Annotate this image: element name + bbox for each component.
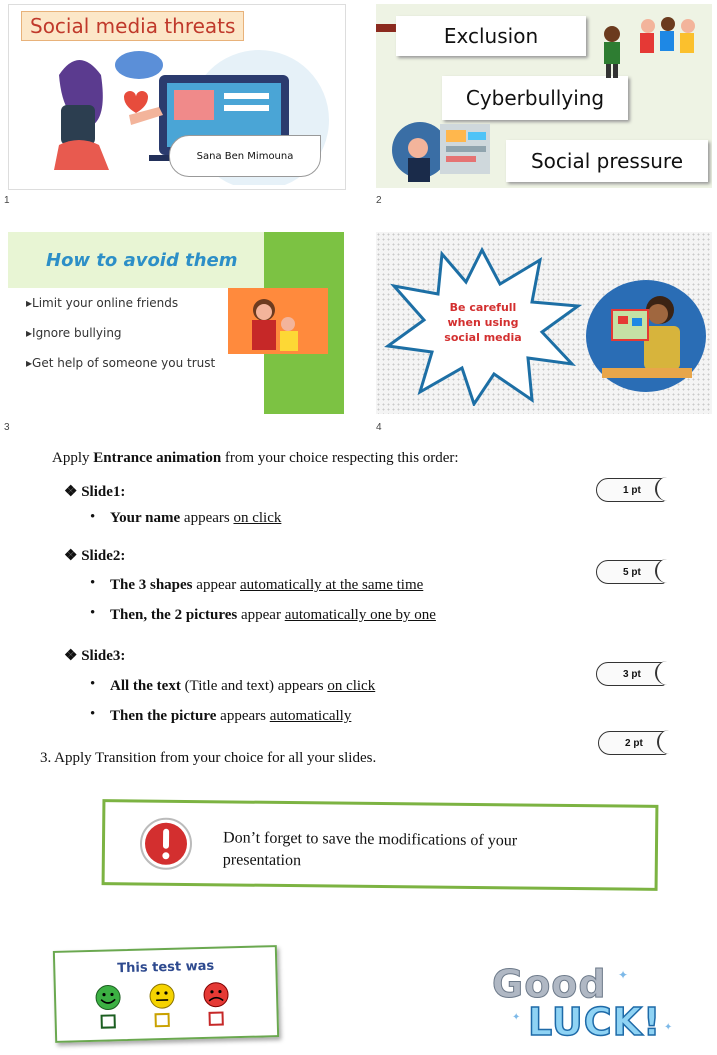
slide3-points-badge: 3 pt (596, 662, 666, 686)
slide1-points-badge: 1 pt (596, 478, 666, 502)
sparkle-icon: ✦ (618, 968, 629, 982)
slide-1-thumbnail[interactable] (8, 4, 346, 190)
sparkle-icon: ✦ (512, 1012, 521, 1023)
shape-social-pressure: Social pressure (506, 140, 708, 182)
diamond-bullet-icon: ❖ (64, 648, 82, 664)
slide-3-number: 3 (4, 422, 10, 433)
avoid-item-2: ▸Ignore bullying (26, 326, 122, 340)
slide1-heading: ❖ Slide1: (64, 484, 126, 500)
slide2-heading: ❖ Slide2: (64, 548, 126, 564)
social-pressure-picture (390, 114, 500, 188)
save-reminder-text: Don’t forget to save the modifications of your presentation (222, 829, 518, 870)
transition-points-badge: 2 pt (598, 731, 668, 755)
slide2-points-badge: 5 pt (596, 560, 666, 584)
bullet-dot-icon: • (90, 605, 96, 621)
boy-with-tablet-picture (582, 276, 708, 394)
slide-3-thumbnail[interactable] (8, 232, 344, 414)
feedback-card (53, 945, 279, 1043)
slide3-heading: ❖ Slide3: (64, 648, 126, 664)
feedback-faces (86, 980, 257, 1034)
warning-icon (139, 816, 194, 871)
sparkle-icon: ✦ (664, 1022, 673, 1033)
slide-4-number: 4 (376, 422, 382, 433)
burst-line-3: social media (444, 331, 522, 344)
slide-2-accent-bar (376, 24, 396, 32)
slide-4-thumbnail[interactable] (376, 232, 712, 414)
slide2-item-2: Then, the 2 pictures appear automatically one by one (110, 607, 436, 623)
diamond-bullet-icon: ❖ (64, 484, 82, 500)
luck-word: LUCK! (528, 1000, 662, 1044)
burst-line-1: Be carefull (449, 301, 517, 314)
good-word: Good (492, 962, 607, 1006)
instructions-intro: Apply Entrance animation from your choice respecting this order: (52, 450, 459, 466)
save-reminder-box (102, 799, 659, 891)
burst-line-2: when using (447, 316, 519, 329)
author-name: Sana Ben Mimouna (196, 150, 294, 162)
slide1-item-1: Your name appears on click (110, 510, 282, 526)
feedback-title: This test was (117, 958, 215, 977)
shape-cyberbullying: Cyberbullying (442, 76, 628, 120)
sad-face-icon[interactable] (204, 982, 229, 1025)
slide-2-number: 2 (376, 195, 382, 206)
good-luck-graphic (488, 962, 688, 1052)
exclusion-children-picture (598, 12, 706, 82)
slide-1-author-box (169, 135, 321, 177)
bullet-dot-icon: • (90, 676, 96, 692)
bullet-dot-icon: • (90, 509, 96, 525)
neutral-face-icon[interactable] (150, 984, 175, 1027)
transition-instruction: 3. Apply Transition from your choice for all your slides. (40, 750, 377, 766)
slide3-item-1: All the text (Title and text) appears on click (110, 678, 376, 694)
slide-2-thumbnail[interactable] (376, 4, 712, 188)
avoid-item-1: ▸Limit your online friends (26, 296, 179, 310)
help-picture (228, 288, 328, 354)
avoid-item-3: ▸Get help of someone you trust (26, 356, 216, 370)
shape-exclusion: Exclusion (396, 16, 586, 56)
bullet-dot-icon: • (90, 575, 96, 591)
happy-face-icon[interactable] (96, 985, 121, 1028)
slide-1-title: Social media threats (21, 11, 244, 41)
burst-text (428, 300, 538, 345)
slide-1-number: 1 (4, 195, 10, 206)
slide-3-title: How to avoid them (46, 250, 238, 271)
diamond-bullet-icon: ❖ (64, 548, 82, 564)
slide2-item-1: The 3 shapes appear automatically at the same time (110, 577, 424, 593)
slide3-item-2: Then the picture appears automatically (110, 708, 352, 724)
bullet-dot-icon: • (90, 706, 96, 722)
